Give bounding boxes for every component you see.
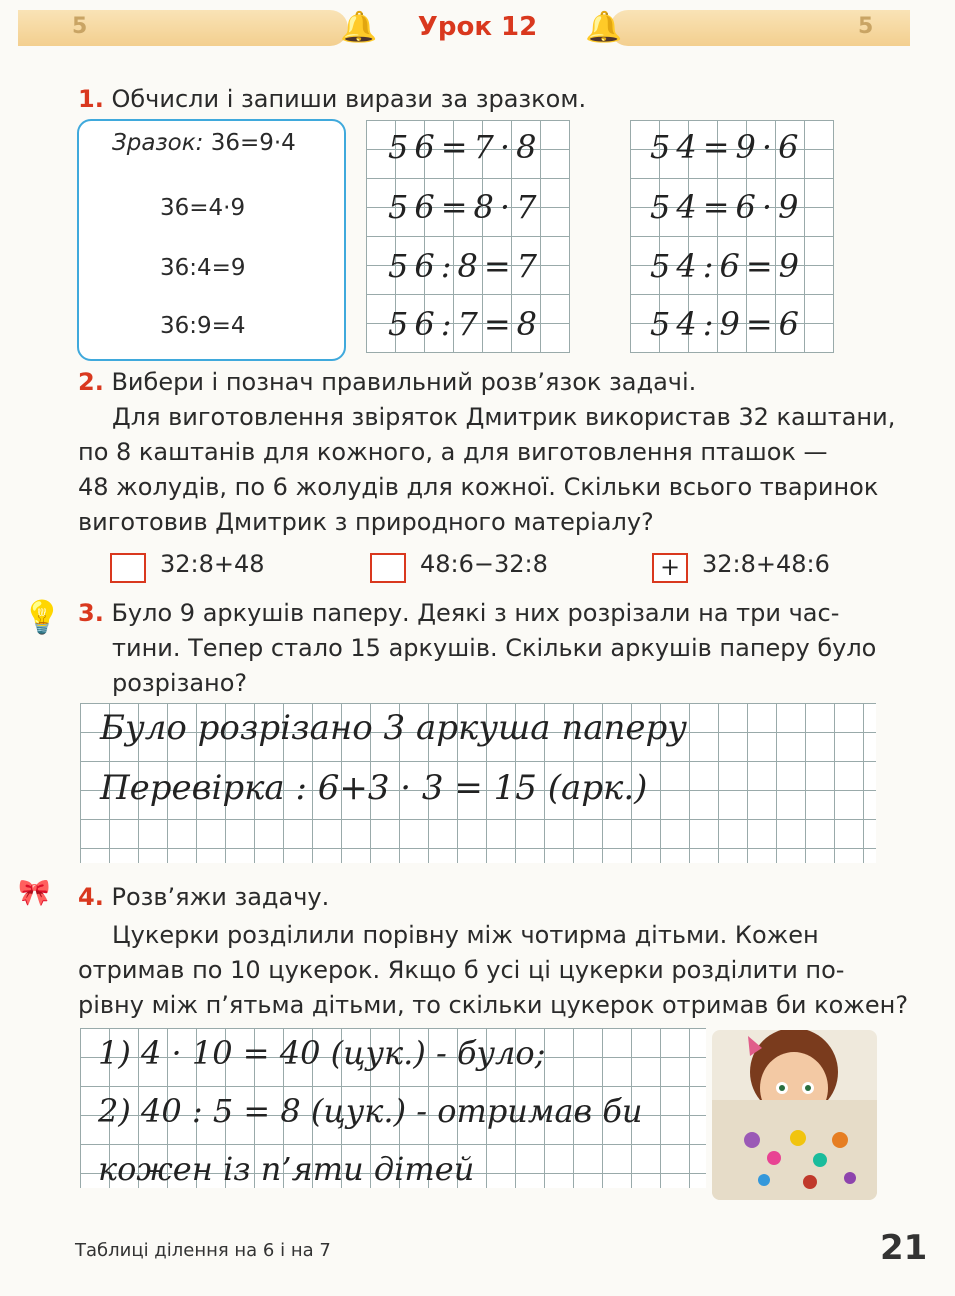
option-checkbox[interactable]	[370, 553, 406, 583]
option-checkbox[interactable]	[110, 553, 146, 583]
task4-text-line: отримав по 10 цукерок. Якщо б усі ці цукерки розділити по-	[78, 956, 845, 984]
sample-line: 36=4·9	[160, 195, 246, 221]
task4-text-line: Цукерки розділили порівну між чотирма дітьми. Кожен	[112, 921, 819, 949]
handwritten-answer: 54=6·9	[650, 188, 805, 226]
handwritten-answer: 56:7=8	[388, 305, 544, 343]
option-expression: 32:8+48:6	[702, 550, 830, 578]
task3-text-line: розрізано?	[112, 669, 248, 697]
task2-number: 2.	[78, 368, 104, 396]
lesson-title: Урок 12	[417, 12, 538, 42]
check-mark: +	[659, 553, 681, 581]
handwritten-answer: кожен із п’яти дітей	[98, 1150, 475, 1188]
task2-text-line: 48 жолудів, по 6 жолудів для кожної. Скільки всього тваринок	[78, 473, 879, 501]
task1-number: 1.	[78, 85, 104, 113]
option-checkbox-marked[interactable]	[652, 553, 688, 583]
handwritten-answer: 1) 4 · 10 = 40 (цук.) - було;	[98, 1034, 546, 1072]
handwritten-answer: Перевірка : 6+3 · 3 = 15 (арк.)	[100, 768, 648, 808]
task4-heading	[78, 880, 329, 914]
task4-text-line: рівну між п’ятьма дітьми, то скільки цукерок отримав би кожен?	[78, 991, 909, 1019]
task2-heading	[78, 365, 696, 399]
task4-instruction: Розв’яжи задачу.	[111, 883, 330, 911]
page-number: 21	[880, 1228, 928, 1268]
option-expression: 48:6−32:8	[420, 550, 548, 578]
task2-text-line: виготовив Дмитрик з природного матеріалу?	[78, 508, 654, 536]
bell-icon: 🔔	[585, 10, 623, 45]
option-expression: 32:8+48	[160, 550, 265, 578]
girl-illustration	[712, 1030, 877, 1200]
sample-line: 36:9=4	[160, 313, 246, 339]
handwritten-answer: Було розрізано 3 аркуша паперу	[100, 708, 687, 748]
task1-heading	[78, 82, 586, 116]
task3-text-line: тини. Тепер стало 15 аркушів. Скільки аркушів паперу було	[112, 634, 877, 662]
handwritten-answer: 2) 40 : 5 = 8 (цук.) - отримав би	[98, 1092, 643, 1130]
handwritten-answer: 56:8=7	[388, 247, 544, 285]
corner-number-right: 5	[858, 14, 874, 39]
footer-topic: Таблиці ділення на 6 і на 7	[75, 1240, 331, 1261]
task3-number: 3.	[78, 599, 104, 627]
task3-first-line	[78, 596, 839, 630]
sample-line: 36:4=9	[160, 255, 246, 281]
sample-first-line	[112, 130, 296, 156]
task1-instruction: Обчисли і запиши вирази за зразком.	[111, 85, 587, 113]
handwritten-answer: 56=7·8	[388, 128, 543, 166]
task2-instruction: Вибери і познач правильний розв’язок задачі.	[111, 368, 697, 396]
bell-icon: 🔔	[340, 10, 378, 45]
handwritten-answer: 54=9·6	[650, 128, 805, 166]
task2-text-line: Для виготовлення звіряток Дмитрик використав 32 каштани,	[112, 403, 896, 431]
handwritten-answer: 54:6=9	[650, 247, 806, 285]
sample-line: 36=9·4	[210, 130, 296, 156]
task4-number: 4.	[78, 883, 104, 911]
sample-label: Зразок:	[112, 130, 204, 156]
handwritten-answer: 56=8·7	[388, 188, 543, 226]
girl-with-candies-image	[712, 1030, 877, 1200]
bow-icon: 🎀	[18, 878, 51, 908]
task2-text-line: по 8 каштанів для кожного, а для виготовлення пташок —	[78, 438, 828, 466]
task3-text-line: Було 9 аркушів паперу. Деякі з них розрізали на три час-	[111, 599, 840, 627]
handwritten-answer: 54:9=6	[650, 305, 806, 343]
corner-number-left: 5	[72, 14, 88, 39]
lightbulb-icon: 💡	[22, 598, 62, 636]
